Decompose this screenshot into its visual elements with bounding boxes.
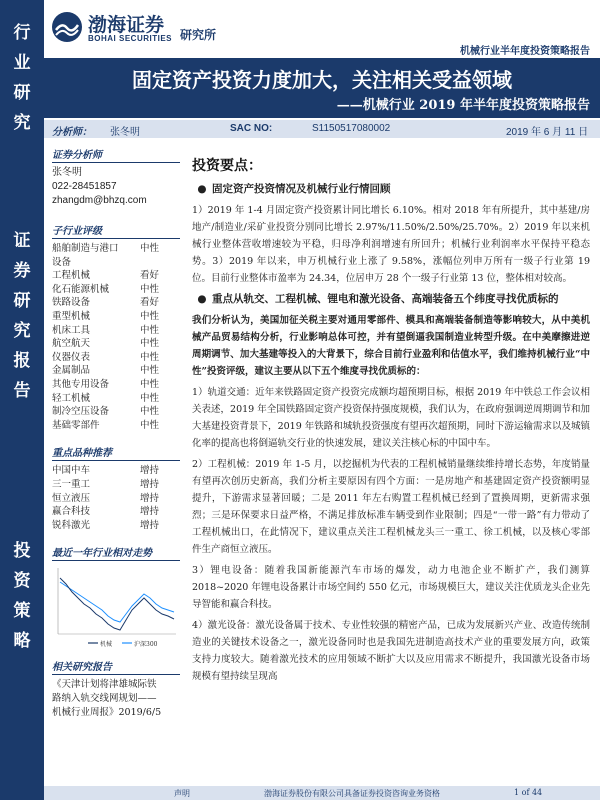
stock-rating: 增持	[140, 519, 160, 531]
related-report-line: 路纳入轨交线网规划——	[52, 693, 157, 705]
rating-value: 中性	[140, 392, 160, 404]
stock-row	[52, 505, 180, 519]
rating-name: 其他专用设备	[52, 378, 110, 390]
bullet-heading	[192, 291, 590, 308]
paragraph-bold: 我们分析认为，美国加征关税主要对通用零部件、模具和高端装备制造等影响较大，从中美机械产品贸易结构分析，行业影响总体可控，并有望倒逼我国制造业转型升级。在中美摩擦进逆周期调节、加大基建等投入的大背景下，综合目前行业盈利和估值水平，我们维持机械行业“中性”投资评级，建议主要从以下五个维度寻找优质标的：	[192, 315, 590, 377]
left-column	[52, 146, 180, 720]
rating-value: 中性	[140, 419, 160, 431]
rating-name: 船舶制造与港口	[52, 243, 119, 254]
stock-rating: 增持	[140, 478, 160, 490]
analyst-label: 分析师：	[52, 127, 92, 138]
analyst-contact	[52, 166, 180, 208]
stock-name: 赢合科技	[52, 506, 91, 518]
title-bar	[44, 58, 600, 118]
sidebar-char: 业	[13, 53, 31, 73]
logo-name-cn: 渤海证券	[88, 14, 165, 36]
sidebar-industry-research	[0, 18, 44, 138]
sac-label: SAC NO:	[230, 123, 273, 134]
rating-name: 机床工具	[52, 324, 91, 336]
sac-number: S1150517080002	[312, 123, 391, 134]
bohai-logo-icon	[50, 10, 84, 44]
bullet-icon: ●	[197, 293, 207, 305]
stock-rating: 增持	[140, 492, 160, 504]
sidebar-char: 究	[13, 321, 31, 341]
report-date: 2019 年 6 月 11 日	[506, 127, 589, 138]
sidebar	[0, 0, 44, 800]
rating-name: 工程机械	[52, 270, 91, 282]
page-number: 1 of 44	[514, 788, 543, 797]
research-dept: 研究所	[180, 28, 217, 42]
relative-trend-chart	[52, 564, 180, 648]
stock-pick-heading: 重点品种推荐	[52, 444, 180, 461]
stock-rating: 增持	[140, 506, 160, 518]
report-title: 固定资产投资力度加大，关注相关受益领域	[132, 68, 512, 92]
analyst-section-heading: 证券分析师	[52, 146, 180, 163]
bullet-heading-text: 重点从轨交、工程机械、锂电和激光设备、高端装备五个纬度寻找优质标的	[212, 293, 559, 305]
legend-machinery-label: 机械	[100, 641, 113, 649]
bullet-icon: ●	[197, 183, 207, 195]
rating-name: 制冷空压设备	[52, 406, 110, 418]
sidebar-char: 告	[13, 381, 31, 401]
info-bar	[44, 120, 600, 138]
analyst-contact-name: 张冬明	[52, 167, 82, 178]
report-type: 机械行业半年度投资策略报告	[460, 46, 590, 57]
rating-row	[52, 242, 180, 256]
key-points-heading: 投资要点：	[192, 158, 262, 174]
stock-rating: 增持	[140, 465, 160, 477]
paragraph: 1）2019 年 1-4 月固定资产投资累计同比增长 6.10%。相对 2018 年有所提升，其中基建/房地产/制造业/采矿业投资分别同比增长 2.97%/11.50%/2.50%/25.70%。2）2019 年以来机械行业整体营收增速较为平稳，归母净利润增速有所回升；机械行业利润率水平保持平稳态势。3）2019 年以来，申万机械行业上涨了 9.58%，涨幅位列申万所有一级子行业第 19 位。目前行业整体市盈率为 24.34，位居申万 28 个一级子行业第 13 位，整体相对较高。	[192, 205, 590, 284]
rating-row	[52, 392, 180, 406]
rating-row	[52, 337, 180, 351]
rating-value: 看好	[140, 297, 160, 309]
rating-row	[52, 310, 180, 324]
rating-value	[140, 256, 180, 270]
rating-row	[52, 256, 180, 270]
rating-row	[52, 269, 180, 283]
sidebar-char: 券	[13, 261, 31, 281]
footer-company: 渤海证券股份有限公司具备证券投资咨询业务资格	[264, 789, 440, 798]
rating-name: 轻工机械	[52, 392, 91, 404]
rating-row	[52, 324, 180, 338]
stock-row	[52, 492, 180, 506]
related-reports	[52, 678, 180, 720]
rating-row	[52, 405, 180, 419]
sidebar-char: 研	[13, 83, 31, 103]
series-hs300-line	[60, 582, 174, 622]
rating-value: 中性	[140, 243, 160, 254]
rating-name: 铁路设备	[52, 297, 91, 309]
sub-rating-list	[52, 242, 180, 432]
bullet-heading-text: 固定资产投资情况及机械行业行情回顾	[212, 183, 391, 195]
sidebar-char: 资	[13, 571, 31, 591]
rating-name: 化石能源机械	[52, 283, 110, 295]
analyst-name: 张冬明	[110, 127, 140, 138]
stock-name: 中国中车	[52, 465, 91, 477]
sidebar-char: 投	[13, 541, 31, 561]
rating-value: 中性	[140, 365, 160, 377]
rating-value: 中性	[140, 310, 160, 322]
sub-rating-heading: 子行业评级	[52, 222, 180, 239]
stock-name: 恒立液压	[52, 492, 91, 504]
rating-row	[52, 364, 180, 378]
stock-name: 三一重工	[52, 478, 91, 490]
rating-row	[52, 296, 180, 310]
stock-row	[52, 464, 180, 478]
bullet-heading	[192, 181, 590, 198]
sidebar-securities-report	[0, 226, 44, 406]
report-subtitle: ——机械行业 2019 年半年度投资策略报告	[336, 98, 590, 113]
sidebar-char: 策	[13, 601, 31, 621]
footer	[44, 786, 600, 800]
sidebar-char: 证	[13, 231, 31, 251]
rating-name: 航空航天	[52, 338, 91, 350]
sidebar-char: 略	[13, 631, 31, 651]
rating-row	[52, 283, 180, 297]
rating-name: 基础零部件	[52, 419, 100, 431]
rating-value: 中性	[140, 351, 160, 363]
related-reports-heading: 相关研究报告	[52, 658, 180, 675]
rating-row	[52, 351, 180, 365]
rating-value: 中性	[140, 324, 160, 336]
footer-disclaimer: 声明	[174, 789, 190, 798]
legend-hs300-label: 沪深300	[134, 641, 158, 649]
stock-name: 锐科激光	[52, 519, 91, 531]
trend-chart-svg	[52, 564, 180, 648]
paragraph: 1）轨道交通：近年来铁路固定资产投资完成额均超预期目标，根据 2019 年中铁总工作会议相关表述，2019 年全国铁路固定资产投资保持强度规模，我们认为，在政府强调逆周期调节和加大基建投资背景下，2019 年铁路和城轨投资强度有望再次超预期，同时下游运输需求以及城镇化率的提高也将倒逼轨交行业的快速发展，建议关注核心标的中国中车。	[192, 387, 590, 449]
sidebar-char: 报	[13, 351, 31, 371]
rating-row	[52, 378, 180, 392]
related-report-line: 机械行业周报》2019/6/5	[52, 707, 162, 719]
rating-value: 中性	[140, 406, 160, 418]
stock-pick-list	[52, 464, 180, 532]
trend-chart-heading: 最近一年行业相对走势	[52, 544, 180, 561]
paragraph: 2）工程机械：2019 年 1-5 月，以挖掘机为代表的工程机械销量继续维持增长态势，年度销量有望再次创历史新高，我们分析主要原因有四个方面：一是房地产和基建固定资产投资额明显提升，下游需求显著回暖；二是 2011 年左右购置工程机械已经到了置换周期，更新需求强烈；三是环保要求日益严格，不满足排放标准车辆受到作业限制；四是“一带一路”有力带动了工程机械出口，在此情况下，建议重点关注工程机械龙头三一重工、徐工机械，以及核心零部件生产商恒立液压。	[192, 459, 590, 555]
rating-name: 重型机械	[52, 310, 91, 322]
sidebar-char: 究	[13, 113, 31, 133]
related-report-line: 《天津计划将津雄城际铁	[52, 679, 157, 691]
rating-name: 金属制品	[52, 365, 91, 377]
rating-name: 设备	[52, 256, 72, 268]
header	[44, 0, 600, 60]
paragraph: 4）激光设备：激光设备属于技术、专业性较强的精密产品，已成为发展新兴产业、改造传统制造业的关键技术设备之一，激光设备同时也是我国先进制造高技术产业的重要发展方向，政策支持力度较大。随着激光技术的应用领域不断扩大以及应用需求不断提升，我国激光设备市场规模有望持续呈现高	[192, 620, 590, 682]
rating-value: 中性	[140, 378, 160, 390]
rating-row	[52, 419, 180, 433]
rating-value: 看好	[140, 270, 160, 282]
rating-value: 中性	[140, 283, 160, 295]
sidebar-investment-strategy	[0, 536, 44, 656]
logo-name-en: BOHAI SECURITIES	[88, 34, 173, 43]
stock-row	[52, 478, 180, 492]
sidebar-char: 研	[13, 291, 31, 311]
main-content	[192, 158, 590, 689]
rating-value: 中性	[140, 338, 160, 350]
sidebar-char: 行	[13, 23, 31, 43]
stock-row	[52, 519, 180, 533]
paragraph: 3）锂电设备：随着我国新能源汽车市场的爆发，动力电池企业不断扩产，我们测算 2018~2020 年锂电设备累计市场空间约 550 亿元，市场规模巨大，建议关注优质龙头企业先导智能和赢合科技。	[192, 565, 590, 610]
analyst-email: zhangdm@bhzq.com	[52, 195, 147, 206]
analyst-phone: 022-28451857	[52, 181, 117, 192]
rating-name: 仪器仪表	[52, 351, 91, 363]
